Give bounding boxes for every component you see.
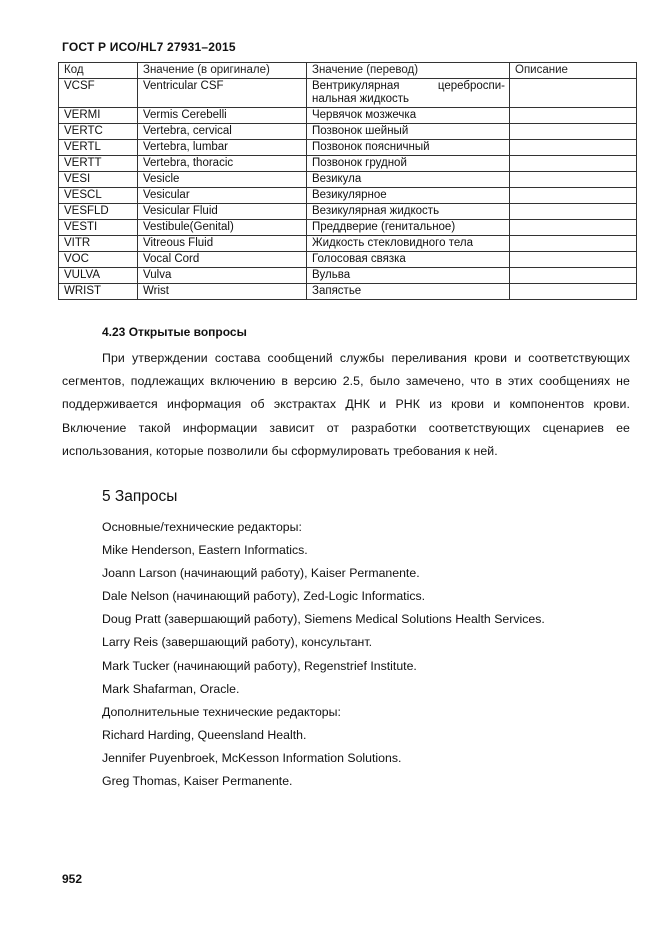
column-header-description: Описание [510, 63, 637, 79]
table-row [59, 140, 637, 156]
list-item: Larry Reis (завершающий работу), консультант. [102, 635, 373, 650]
table-cell-original: Vestibule(Genital) [138, 220, 307, 236]
table-cell-original: Vertebra, lumbar [138, 140, 307, 156]
table-cell-description [510, 79, 637, 108]
table-cell-original: Ventricular CSF [138, 79, 307, 108]
list-item: Dale Nelson (начинающий работу), Zed-Logic Informatics. [102, 589, 426, 604]
table-cell-description [510, 204, 637, 220]
table-row [59, 204, 637, 220]
page-number: 952 [62, 872, 83, 886]
document-header: ГОСТ Р ИСО/HL7 27931–2015 [62, 40, 236, 54]
table-cell-code: VULVA [59, 268, 138, 284]
additional-editors-heading: Дополнительные технические редакторы: [102, 704, 341, 719]
table-cell-original: Vulva [138, 268, 307, 284]
section-4-23-title: 4.23 Открытые вопросы [102, 325, 247, 339]
table-row [59, 79, 637, 108]
list-item: Doug Pratt (завершающий работу), Siemens Medical Solutions Health Services. [102, 612, 545, 627]
table-row [59, 220, 637, 236]
column-header-original: Значение (в оригинале) [138, 63, 307, 79]
table-row [59, 268, 637, 284]
list-item: Mike Henderson, Eastern Informatics. [102, 543, 308, 558]
table-row [59, 236, 637, 252]
table-cell-description [510, 252, 637, 268]
table-cell-original: Vocal Cord [138, 252, 307, 268]
table-cell-translation: Запястье [307, 284, 510, 300]
list-item: Mark Shafarman, Oracle. [102, 681, 240, 696]
table-cell-code: VCSF [59, 79, 138, 108]
table-cell-translation: Червячок мозжечка [307, 108, 510, 124]
table-cell-code: VERMI [59, 108, 138, 124]
table-cell-code: VESTI [59, 220, 138, 236]
table-cell-code: VESI [59, 172, 138, 188]
table-row [59, 156, 637, 172]
table-cell-description [510, 236, 637, 252]
section-5-title: 5 Запросы [102, 488, 178, 505]
section-4-23-paragraph: При утверждении состава сообщений службы переливания крови и соответствующих сегментов, подлежащих включению в версию 2.5, было замечено, что в этих сообщениях не поддерживается информация об экстрактах ДНК и РНК из крови и компонентов крови. Включение такой информации зависит от разработки соответствующих сценариев ее использования, которые позволили бы сформулировать требования к ней. [62, 351, 630, 458]
table-cell-original: Wrist [138, 284, 307, 300]
table-cell-translation: Вульва [307, 268, 510, 284]
table-cell-original: Vertebra, cervical [138, 124, 307, 140]
table-cell-original: Vesicle [138, 172, 307, 188]
table-cell-code: VERTT [59, 156, 138, 172]
table-cell-translation: Везикулярное [307, 188, 510, 204]
table-cell-original: Vesicular Fluid [138, 204, 307, 220]
table-cell-description [510, 140, 637, 156]
table-header-row [59, 63, 637, 79]
table-cell-code: VOC [59, 252, 138, 268]
table-row [59, 172, 637, 188]
table-cell-original: Vertebra, thoracic [138, 156, 307, 172]
editors-heading: Основные/технические редакторы: [102, 520, 302, 534]
table-cell-translation: Вентрикулярная цереброспи-нальная жидкость [307, 79, 510, 108]
column-header-translation: Значение (перевод) [307, 63, 510, 79]
table-cell-description [510, 268, 637, 284]
table-cell-description [510, 156, 637, 172]
table-cell-translation: Преддверие (генитальное) [307, 220, 510, 236]
table-cell-code: VESCL [59, 188, 138, 204]
table-cell-description [510, 172, 637, 188]
table-row [59, 252, 637, 268]
table-cell-translation: Позвонок шейный [307, 124, 510, 140]
table-row [59, 188, 637, 204]
table-cell-description [510, 220, 637, 236]
table-cell-code: VESFLD [59, 204, 138, 220]
table-row [59, 124, 637, 140]
table-cell-code: VITR [59, 236, 138, 252]
editors-list [102, 516, 642, 793]
table-cell-translation: Везикулярная жидкость [307, 204, 510, 220]
table-cell-translation: Позвонок поясничный [307, 140, 510, 156]
list-item: Richard Harding, Queensland Health. [102, 727, 307, 742]
table-row [59, 108, 637, 124]
table-cell-translation: Голосовая связка [307, 252, 510, 268]
table-cell-translation: Жидкость стекловидного тела [307, 236, 510, 252]
column-header-code: Код [59, 63, 138, 79]
table-row [59, 284, 637, 300]
list-item: Mark Tucker (начинающий работу), Regenstrief Institute. [102, 658, 417, 673]
table-cell-code: VERTC [59, 124, 138, 140]
code-table [58, 62, 637, 300]
table-cell-description [510, 124, 637, 140]
table-cell-description [510, 188, 637, 204]
list-item: Greg Thomas, Kaiser Permanente. [102, 774, 293, 789]
table-cell-original: Vitreous Fluid [138, 236, 307, 252]
table-cell-code: WRIST [59, 284, 138, 300]
table-cell-code: VERTL [59, 140, 138, 156]
table-cell-translation: Позвонок грудной [307, 156, 510, 172]
table-cell-original: Vesicular [138, 188, 307, 204]
table-cell-translation: Везикула [307, 172, 510, 188]
table-cell-description [510, 284, 637, 300]
list-item: Jennifer Puyenbroek, McKesson Information Solutions. [102, 750, 402, 765]
table-cell-original: Vermis Cerebelli [138, 108, 307, 124]
list-item: Joann Larson (начинающий работу), Kaiser Permanente. [102, 566, 420, 581]
table-cell-description [510, 108, 637, 124]
